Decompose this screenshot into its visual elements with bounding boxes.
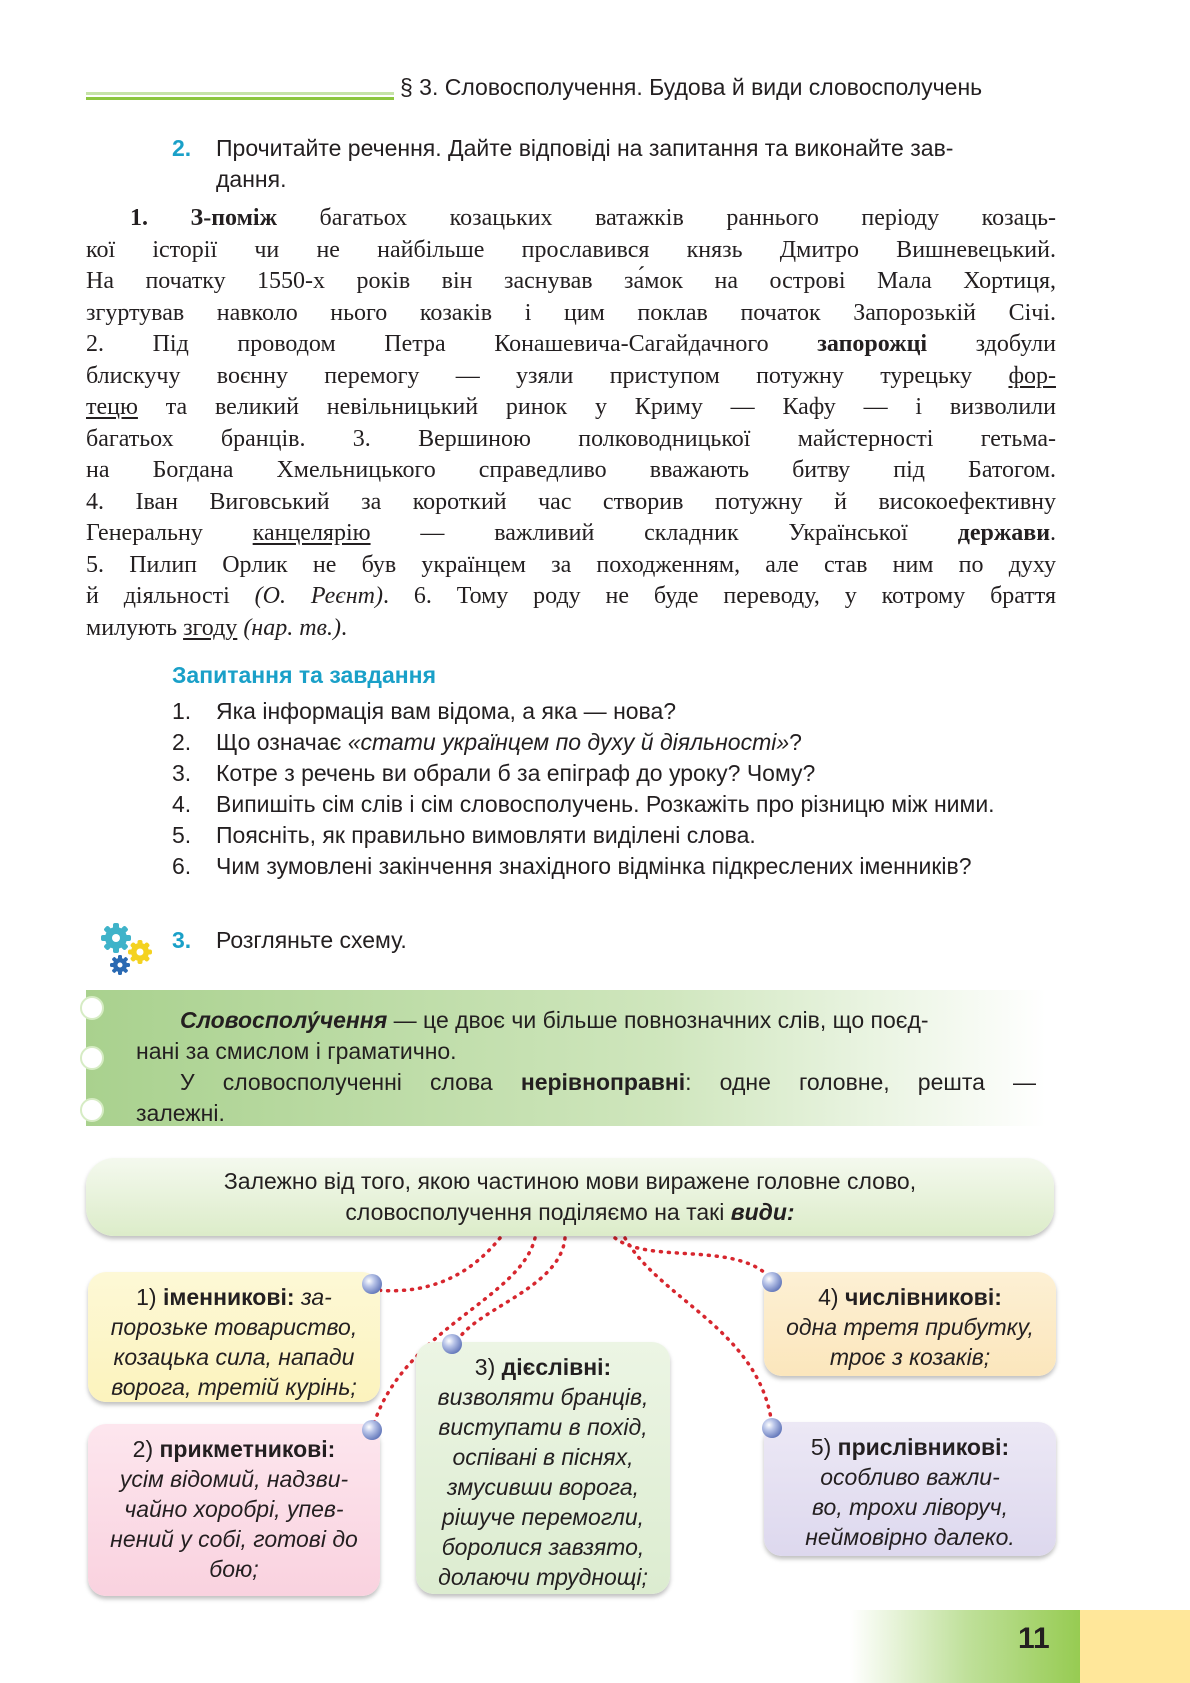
question-text: Випишіть сім слів і сім словосполучень. Розкажіть про різницю між ними.	[216, 791, 995, 817]
text-line: багатьох бранців. 3. Вершиною полководницької майстерності гетьма-	[86, 425, 1056, 452]
connector-bead	[362, 1420, 382, 1440]
card-adjective-phrases	[88, 1424, 380, 1596]
card-heading: прикметникові:	[159, 1436, 336, 1462]
text-fragment: .	[1050, 520, 1057, 546]
card-heading: прислівникові:	[837, 1434, 1010, 1460]
task-instruction-line: дання.	[216, 166, 287, 192]
schema-intro-line: Залежно від того, якою частиною мови виражене головне слово,	[223, 1168, 917, 1194]
definition-term: Словосполу́чення	[180, 1007, 388, 1033]
connector-bead	[442, 1334, 462, 1354]
underlined-word: згоду	[183, 614, 238, 641]
card-verb-phrases	[416, 1342, 670, 1594]
definition-line: нані за смислом і граматично.	[136, 1038, 457, 1064]
card-line: одна третя прибутку,	[786, 1314, 1034, 1340]
card-line: змусивши ворога,	[446, 1474, 640, 1500]
card-example: за-	[300, 1284, 332, 1310]
text-fragment: . 6. Тому роду не буде переводу, у котрому браття	[383, 583, 1057, 609]
connector-bead	[762, 1418, 782, 1438]
text-fragment: й діяльності	[86, 583, 230, 609]
card-line: долаючи труднощі;	[438, 1564, 648, 1590]
question-quote: «стати українцем по духу й діяльності»	[347, 729, 790, 755]
task-instruction-line: Прочитайте речення. Дайте відповіді на запитання та виконайте зав-	[216, 135, 954, 161]
question-number: 6.	[172, 853, 192, 879]
text-line: На початку 1550-х років він заснував за́мок на острові Мала Хортиця,	[86, 268, 1056, 294]
card-line	[764, 1432, 1056, 1462]
card-line: рішуче перемогли,	[441, 1504, 645, 1530]
connector-bead	[762, 1272, 782, 1292]
card-line: оспівані в піснях,	[452, 1444, 634, 1470]
card-line: порозьке товариство,	[110, 1314, 358, 1340]
connector-bead	[362, 1274, 382, 1294]
question-number: 1.	[172, 698, 192, 724]
question-text: Яка інформація вам відома, а яка — нова?	[216, 698, 677, 724]
card-line: чайно хоробрі, упев-	[124, 1496, 344, 1522]
card-heading: числівникові:	[844, 1284, 1002, 1310]
card-number: 4)	[818, 1284, 845, 1310]
text-line: 4. Іван Виговський за короткий час створив потужну й високоефективну	[86, 488, 1056, 515]
card-heading: іменникові:	[162, 1284, 295, 1310]
schema-intro-emphasis: види:	[730, 1199, 795, 1225]
card-line: троє з козаків;	[829, 1344, 991, 1370]
text-line: кої історії чи не найбільше прославився князь Дмитро Вишневецький.	[86, 236, 1056, 263]
card-line	[416, 1352, 670, 1382]
text-fragment: Генеральну	[86, 520, 203, 546]
schema-intro-fragment: словосполучення поділяємо на такі	[345, 1199, 731, 1225]
task-number: 2.	[172, 135, 192, 161]
running-header: § 3. Словосполучення. Будова й види словосполучень	[400, 74, 983, 100]
page-number: 11	[1018, 1622, 1050, 1655]
source-citation: (нар. тв.)	[243, 614, 341, 641]
card-number: 2)	[132, 1436, 160, 1462]
question-text: Котре з речень ви обрали б за епіграф до уроку? Чому?	[216, 760, 816, 786]
page-number-band	[850, 1610, 1110, 1683]
text-line: 5. Пилип Орлик не був українцем за походженням, але став ним по духу	[86, 551, 1056, 578]
card-adverb-phrases	[764, 1422, 1056, 1556]
bold-word: держави	[957, 520, 1051, 546]
question-text: Поясніть, як правильно вимовляти виділені слова.	[216, 822, 756, 848]
underlined-word: фор-	[1008, 362, 1056, 389]
question-number: 2.	[172, 729, 192, 755]
card-line: виступати в похід,	[438, 1414, 648, 1440]
page-corner-tab	[1080, 1610, 1190, 1683]
card-number: 1)	[136, 1284, 163, 1310]
text-fragment: блискучу воєнну перемогу — узяли приступом потужну турецьку	[86, 362, 973, 389]
card-noun-phrases	[88, 1272, 380, 1402]
card-line	[764, 1282, 1056, 1312]
card-line: визволяти бранців,	[437, 1384, 649, 1410]
underlined-word: тецю	[86, 394, 138, 420]
card-numeral-phrases	[764, 1272, 1056, 1376]
card-line: боролися завзято,	[441, 1534, 645, 1560]
source-citation: (О. Реєнт)	[254, 583, 383, 609]
text-line: згуртував навколо нього козаків і цим поклав початок Запорозькій Січі.	[86, 299, 1056, 326]
text-fragment: 2. Під проводом Петра Конашевича-Сагайдачного	[86, 331, 769, 357]
card-line: ворога, третій курінь;	[111, 1374, 357, 1400]
card-heading: дієслівні:	[501, 1354, 612, 1380]
schema-intro-line	[86, 1197, 1054, 1228]
card-number: 3)	[474, 1354, 502, 1380]
text-fragment: .	[340, 614, 347, 641]
bold-word: З-поміж	[190, 205, 277, 231]
questions-title: Запитання та завдання	[172, 662, 436, 688]
text-fragment: багатьох козацьких ватажків раннього періоду козаць-	[319, 205, 1057, 231]
card-line	[88, 1282, 380, 1312]
text-fragment: та великий невільницький ринок у Криму — Кафу — і визволили	[165, 394, 1057, 420]
card-number: 5)	[810, 1434, 838, 1460]
card-line: особливо важли-	[820, 1464, 1000, 1490]
definition-fragment: : одне головне, решта —	[685, 1069, 1036, 1095]
question-text: ?	[789, 729, 802, 755]
card-line: усім відомий, надзви-	[119, 1466, 349, 1492]
definition-line: залежні.	[136, 1100, 225, 1126]
card-line	[88, 1434, 380, 1464]
question-text: Чим зумовлені закінчення знахідного відмінка підкреслених іменників?	[216, 853, 972, 879]
card-line: во, трохи ліворуч,	[812, 1494, 1008, 1520]
task-instruction-line: Розгляньте схему.	[216, 927, 407, 953]
question-number: 4.	[172, 791, 192, 817]
definition-fragment: У словосполученні слова	[180, 1069, 521, 1095]
card-line: нений у собі, готові до	[110, 1526, 358, 1552]
bold-word: нерівноправні	[520, 1069, 686, 1095]
sentence-number: 1.	[130, 205, 191, 231]
text-fragment: здобули	[975, 331, 1056, 357]
definition-fragment: — це двоє чи більше повнозначних слів, що поєд-	[387, 1007, 929, 1033]
text-fragment: милують	[86, 614, 178, 641]
question-number: 3.	[172, 760, 192, 786]
question-number: 5.	[172, 822, 192, 848]
bold-word: запорожці	[817, 331, 928, 357]
card-line: козацька сила, напади	[113, 1344, 355, 1370]
underlined-word: канцелярію	[252, 520, 371, 546]
task-number: 3.	[172, 927, 192, 953]
card-line: неймовірно далеко.	[805, 1524, 1015, 1550]
card-line: бою;	[209, 1556, 259, 1582]
question-text: Що означає	[216, 729, 348, 755]
schema-intro	[86, 1158, 1054, 1236]
text-line: на Богдана Хмельницького справедливо вважають битву під Батогом.	[86, 457, 1056, 483]
text-fragment: — важливий складник Української	[420, 520, 908, 546]
